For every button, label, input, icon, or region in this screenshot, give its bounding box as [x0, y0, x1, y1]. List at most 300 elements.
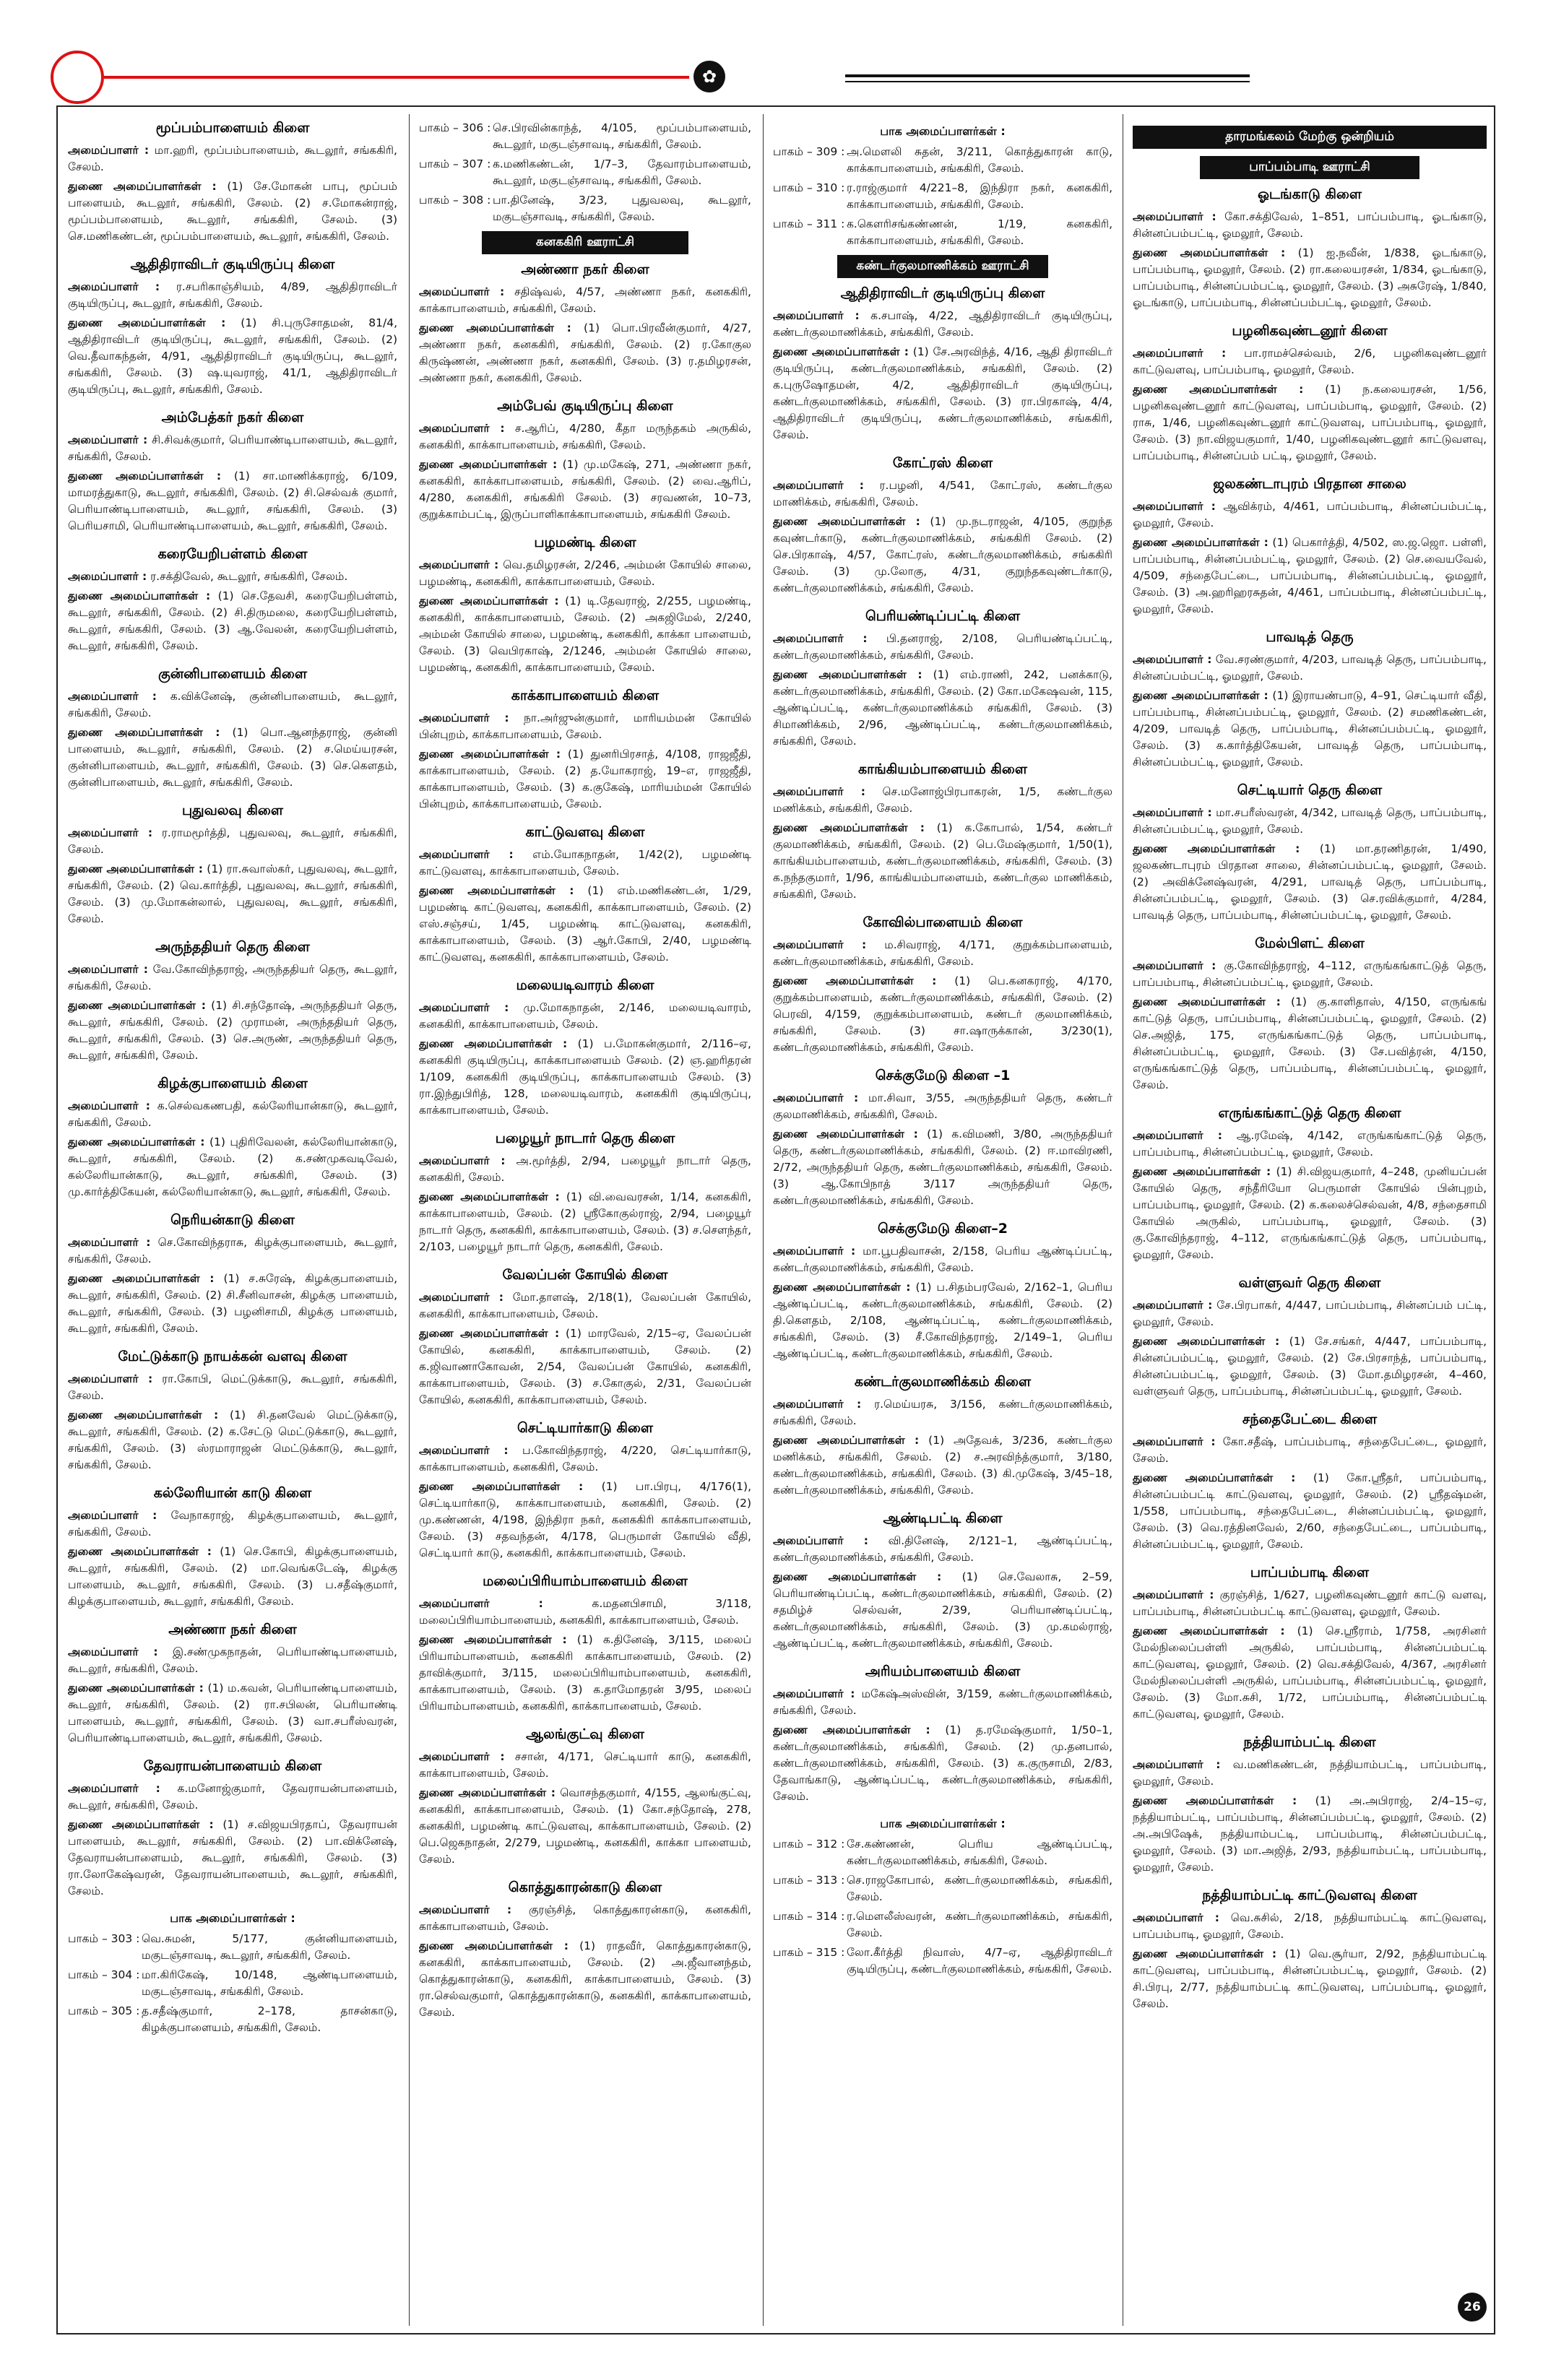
- organiser-label: அமைப்பாளர் :: [773, 309, 860, 322]
- column-1: [68, 120, 397, 2323]
- branch-title: கல்லேரியான் காடு கிளை: [153, 1485, 312, 1501]
- branch-section: [419, 1130, 751, 1255]
- page-frame: [56, 105, 1495, 2334]
- organiser-label: அமைப்பாளர் :: [68, 1099, 150, 1112]
- organiser-entry: [773, 1396, 1112, 1429]
- organiser-detail: செ.கோவிந்தராசு, கிழக்குபாளையம், கூடலூர், சங்ககிரி, சேலம்.: [68, 1236, 397, 1265]
- organiser-entry: [419, 420, 751, 454]
- branch-section: [419, 535, 751, 676]
- organiser-entry: [68, 432, 397, 465]
- organiser-detail: வேநாகராஜ், கிழக்குபாளையம், கூடலூர், சங்ககிரி, சேலம்.: [68, 1509, 397, 1539]
- organiser-entry: [68, 279, 397, 312]
- branch-section: [1133, 1105, 1487, 1263]
- booth-number: பாகம் – 313 :: [773, 1874, 845, 1887]
- deputy-organisers-label: துணை அமைப்பாளர்கள் :: [419, 458, 558, 471]
- deputy-organisers-detail: (1) ம.கவன், பெரியாண்டிபாளையம், கூடலூர், சங்ககிரி, சேலம். (2) ரா.சபிலன், பெரியாண்டி பாளையம், கூடலூர், சங்ககிரி, சேலம். (3) வா.சபரீஸ்வரன், பெரியாண்டிபாளையம், கூடலூர், சங்ககிரி, சேலம்.: [68, 1682, 397, 1744]
- deputy-organisers-label: துணை அமைப்பாளர்கள் :: [773, 1570, 942, 1583]
- deputy-organisers-entry: [773, 514, 1112, 597]
- branch-title: அரியம்பாளையம் கிளை: [865, 1663, 1021, 1679]
- organiser-label: அமைப்பாளர் :: [1133, 210, 1216, 223]
- deputy-organisers-entry: [68, 588, 397, 654]
- organiser-entry: [68, 1098, 397, 1131]
- organiser-detail: இ.சண்முகநாதன், பெரியாண்டிபாளையம், கூடலூர், சங்ககிரி, சேலம்.: [68, 1645, 397, 1675]
- deputy-organisers-entry: [773, 1126, 1112, 1209]
- organiser-entry: [1133, 345, 1487, 378]
- booth-organiser-row: [68, 2003, 397, 2036]
- branch-title: நெரியன்காடு கிளை: [170, 1212, 295, 1228]
- booth-organiser-row: [419, 192, 751, 225]
- organiser-entry: [68, 961, 397, 995]
- organiser-detail: சே.பிரபாகர், 4/447, பாப்பம்பாடி, சின்னப்பம் பட்டி, ஓமலூர், சேலம்.: [1133, 1299, 1487, 1328]
- deputy-organisers-detail: (1) க.விமணி, 3/80, அருந்ததியர் தெரு, கண்டர்குலமாணிக்கம், சங்ககிரி, சேலம். (2) ஈ.மாவிரணி, 2/72, அருந்ததியர் தெரு, கண்டர்குலமாணிக்கம், சங்ககிரி, சேலம். (3) ஆ.கோபிநாத் 3/117 அருந்ததியர் தெரு, கண்டர்குலமாணிக்கம், சங்ககிரி, சேலம்.: [773, 1128, 1112, 1207]
- organiser-label: அமைப்பாளர் :: [419, 1001, 509, 1014]
- branch-section: [68, 802, 397, 927]
- deputy-organisers-detail: (1) மு.மகேஷ், 271, அண்ணா நகர், கனககிரி, காக்காபாளையம், சங்ககிரி, சேலம். (2) வை.ஆரிப், 4/280, கனககிரி, சங்ககிரி சேலம். (3) சரவணன், 10–73, குறுக்காம்பட்டி, இருப்பாளிகாக்காபாளையம், சங்ககிரி சேலம்.: [419, 458, 751, 521]
- organiser-label: அமைப்பாளர் :: [68, 1509, 157, 1522]
- deputy-organisers-entry: [419, 1632, 751, 1715]
- organiser-entry: [68, 1371, 397, 1404]
- organiser-detail: க.விக்னேஷ், குன்னிபாளையம், கூடலூர், சங்ககிரி, சேலம்.: [68, 690, 397, 719]
- deputy-organisers-entry: [419, 883, 751, 966]
- organiser-label: அமைப்பாளர் :: [68, 570, 147, 583]
- organiser-label: அமைப்பாளர் :: [68, 963, 148, 976]
- deputy-organisers-label: துணை அமைப்பாளர்கள் :: [1133, 383, 1304, 396]
- organiser-entry: [1133, 1128, 1487, 1161]
- organiser-detail: ர.சபரிகாஞ்சியம், 4/89, ஆதிதிராவிடர் குடியிருப்பு, கூடலூர், சங்ககிரி, சேலம்.: [68, 280, 397, 310]
- branch-title: ஜலகண்டாபுரம் பிரதான சாலை: [1213, 476, 1406, 492]
- deputy-organisers-entry: [419, 1938, 751, 2021]
- branch-title: நத்தியாம்பட்டி காட்டுவளவு கிளை: [1202, 1887, 1417, 1903]
- branch-section: [773, 455, 1112, 597]
- organiser-entry: [68, 1644, 397, 1677]
- branch-title: புதுவலவு கிளை: [181, 802, 284, 818]
- organiser-entry: [1133, 1297, 1487, 1330]
- deputy-organisers-label: துணை அமைப்பாளர்கள் :: [1133, 1471, 1296, 1484]
- organiser-entry: [1133, 1910, 1487, 1943]
- deputy-organisers-entry: [773, 344, 1112, 443]
- organiser-detail: ஆவிக்ரம், 4/461, பாப்பம்பாடி, சின்னப்பம்பட்டி, ஓமலூர், சேலம்.: [1133, 500, 1487, 529]
- organiser-entry: [773, 1686, 1112, 1719]
- deputy-organisers-detail: (1) இராயண்பாடு, 4–91, செட்டியார் வீதி, பாப்பம்பாடி, சின்னப்பம்பட்டி, ஓமலூர், சேலம். (2) சமணிகண்டன், 4/209, பாவடித் தெரு, பாப்பம்பாடி, சின்னப்பம்பட்டி, ஓமலூர், சேலம். (3) க.கார்த்திகேயன், பாவடித் தெரு, பாப்பம்பாடி, சின்னப்பம்பட்டி, ஓமலூர், சேலம்.: [1133, 689, 1487, 769]
- deputy-organisers-detail: (1) புதிரிவேலன், கல்லேரியான்காடு, கூடலூர், சங்ககிரி, சேலம். (2) க.சண்முகவடிவேல், கல்லேரியான்காடு, கூடலூர், சங்ககிரி, சேலம். (3) மு.கார்த்திகேயன், கல்லேரியான்காடு, கூடலூர், சங்ககிரி, சேலம்.: [68, 1135, 397, 1198]
- booth-number: பாகம் – 308 :: [419, 194, 491, 207]
- organiser-entry: [1133, 1587, 1487, 1620]
- organiser-detail: க.சபாஷ், 4/22, ஆதிதிராவிடர் குடியிருப்பு, கண்டர்குலமாணிக்கம், சங்ககிரி, சேலம்.: [773, 309, 1112, 339]
- organiser-detail: ப.கோவிந்தராஜ், 4/220, செட்டியார்காடு, காக்காபாளையம், கனககிரி, சேலம்.: [419, 1444, 751, 1474]
- organiser-entry: [773, 1533, 1112, 1566]
- organiser-entry: [419, 1289, 751, 1323]
- deputy-organisers-detail: (1) சே.சங்கர், 4/447, பாப்பம்பாடி, சின்னப்பம்பட்டி, ஓமலூர், சேலம். (2) சே.பிரசாந்த், பாப்பம்பாடி, சின்னப்பம்பட்டி, ஓமலூர், சேலம். (3) மோ.தமிழரசன், 4–460, வள்ளுவர் தெரு, பாப்பம்பாடி, சின்னப்பம்பட்டி, ஓமலூர், சேலம்.: [1133, 1335, 1487, 1398]
- organiser-entry: [773, 631, 1112, 664]
- booth-number: பாகம் – 303 :: [68, 1932, 140, 1945]
- branch-section: [1133, 1411, 1487, 1553]
- branch-title: ஆதிதிராவிடர் குடியிருப்பு கிளை: [130, 256, 335, 272]
- organiser-label: அமைப்பாளர் :: [1133, 500, 1216, 513]
- deputy-organisers-entry: [1133, 1470, 1487, 1553]
- deputy-organisers-detail: (1) சா.மாணிக்கராஜ், 6/109, மாமரத்துகாடு, கூடலூர், சங்ககிரி, சேலம். (2) சி.செல்வக் குமார், பெரியாண்டிபாளையம், கூடலூர், சங்ககிரி, சேலம். (3) பெரியசாமி, பெரியாண்டிபாளையம், கூடலூர், சங்ககிரி, சேலம்.: [68, 469, 397, 532]
- organiser-entry: [419, 1749, 751, 1782]
- masthead: [0, 0, 1543, 108]
- booth-organiser-row: [419, 120, 751, 153]
- deputy-organisers-entry: [1133, 535, 1487, 618]
- branch-section: [1133, 186, 1487, 311]
- booth-organiser-detail: செ.ராஜகோபால், கண்டர்குலமாணிக்கம், சங்ககிரி, சேலம்.: [847, 1874, 1112, 1903]
- deputy-organisers-entry: [1133, 841, 1487, 924]
- branch-section: [1133, 935, 1487, 1094]
- deputy-organisers-label: துணை அமைப்பாளர்கள் :: [419, 1633, 567, 1646]
- branch-section: [1133, 1887, 1487, 2012]
- booth-organiser-detail: சே.கண்ணன், பெரிய ஆண்டிப்பட்டி, கண்டர்குலமாணிக்கம், சங்ககிரி, சேலம்.: [847, 1838, 1112, 1867]
- organiser-entry: [419, 1442, 751, 1476]
- branch-title: ஆலங்குட்வு கிளை: [526, 1726, 644, 1742]
- organiser-detail: சதிஷ்வல், 4/57, அண்ணா நகர், கனககிரி, காக்காபாளையம், சங்ககிரி, சேலம்.: [419, 285, 751, 315]
- organiser-label: அமைப்பாளர் :: [1133, 1129, 1222, 1142]
- branch-title: மேட்டுக்காடு நாயக்கன் வளவு கிளை: [118, 1349, 347, 1364]
- organiser-label: அமைப்பாளர் :: [419, 285, 505, 298]
- deputy-organisers-label: துணை அமைப்பாளர்கள் :: [773, 1434, 920, 1447]
- column-4: [1133, 120, 1487, 2323]
- organiser-detail: செ.மனோஜ்பிரபாகரன், 1/5, கண்டர்குல மணிக்கம், சங்ககிரி, சேலம்.: [773, 785, 1112, 815]
- branch-section: [1133, 476, 1487, 618]
- branch-title: செட்டியார்காடு கிளை: [517, 1420, 654, 1436]
- branch-section: [68, 256, 397, 398]
- deputy-organisers-label: துணை அமைப்பாளர்கள் :: [773, 1128, 918, 1141]
- booth-number: பாகம் – 312 :: [773, 1838, 845, 1851]
- organiser-detail: க.செல்வகணபதி, கல்லேரியான்காடு, கூடலூர், சங்ககிரி, சேலம்.: [68, 1099, 397, 1129]
- deputy-organisers-label: துணை அமைப்பாளர்கள் :: [1133, 842, 1300, 855]
- organiser-detail: ச.ஆரிப், 4/280, கீதா மருந்தகம் அருகில், கனககிரி, காக்காபாளையம், சங்ககிரி, சேலம்.: [419, 422, 751, 451]
- booth-organiser-row: [68, 1967, 397, 2000]
- organiser-entry: [773, 308, 1112, 341]
- organiser-detail: கோ.சதீஷ், பாப்பம்பாடி, சந்தைபேட்டை, ஓமலூர், சேலம்.: [1133, 1435, 1487, 1465]
- booth-number: பாகம் – 315 :: [773, 1946, 845, 1959]
- deputy-organisers-detail: (1) வெ.சூர்யா, 2/92, நத்தியாம்பட்டி காட்டுவளவு, பாப்பம்பாடி, சின்னப்பம்பட்டி, ஓமலூர், சேலம். (2) சி.பிரபு, 2/77, நத்தியாம்பட்டி காட்டுவளவு, பாப்பம்பாடி, ஓமலூர், சேலம்.: [1133, 1947, 1487, 2010]
- deputy-organisers-label: துணை அமைப்பாளர்கள் :: [419, 1786, 556, 1799]
- branch-title: மலையடிவாரம் கிளை: [516, 977, 654, 993]
- booth-organiser-row: [773, 144, 1112, 177]
- branch-title: பெரியண்டிப்பட்டி கிளை: [865, 608, 1021, 624]
- organiser-detail: அ.மூர்த்தி, 2/94, பழையூர் நாடார் தெரு, கனககிரி, சேலம்.: [419, 1154, 751, 1184]
- organiser-label: அமைப்பாளர் :: [773, 1245, 856, 1258]
- branch-title: பழனிகவுண்டனூர் கிளை: [1232, 323, 1388, 339]
- booth-organiser-detail: வெ.சுமன், 5/177, குன்னியாளையம், மகுடஞ்சாவடி, கூடலூர், சங்ககிரி, சேலம்.: [142, 1932, 397, 1962]
- organiser-entry: [68, 1507, 397, 1541]
- branch-section: [68, 1758, 397, 1900]
- deputy-organisers-label: துணை அமைப்பாளர்கள் :: [1133, 536, 1268, 549]
- deputy-organisers-detail: (1) மா.தரணிதரன், 1/490, ஜலகண்டாபுரம் பிரதான சாலை, சின்னப்பம்பட்டி, ஓமலூர், சேலம். (2) அவிக்னேஷ்வரன், 4/291, பாவடித் தெரு, பாப்பம்பாடி, சின்னப்பம்பட்டி, ஓமலூர், சேலம். (3) செ.ரவிக்குமார், 4/284, பாவடித் தெரு, பாப்பம்பாடி, சின்னப்பம்பட்டி, ஓமலூர், சேலம்.: [1133, 842, 1487, 922]
- booth-number: பாகம் – 305 :: [68, 2004, 140, 2017]
- deputy-organisers-entry: [68, 1271, 397, 1337]
- booth-organisers-heading: பாக அமைப்பாளர்கள் :: [880, 124, 1006, 138]
- organiser-entry: [1133, 805, 1487, 838]
- organiser-entry: [419, 1902, 751, 1935]
- organiser-detail: ஆ.ரமேஷ், 4/142, எருங்கங்காட்டுத் தெரு, பாப்பம்பாடி, சின்னப்பம்பட்டி, ஓமலூர், சேலம்.: [1133, 1129, 1487, 1159]
- deputy-organisers-detail: (1) பொ.பிரவீன்குமார், 4/27, அண்ணா நகர், கனககிரி, சங்ககிரி, சேலம். (2) ர.கோகுல கிருஷ்ணன், அண்ணா நகர், கனககிரி, சேலம். (3) ர.தமிழரசன், அண்ணா நகர், கனககிரி, சேலம்.: [419, 321, 751, 384]
- deputy-organisers-detail: (1) பெ.கனகராஜ், 4/170, குறுக்கம்பாளையம், கண்டர்குலமாணிக்கம், சங்ககிரி, சேலம். (2) பெரவி, 4/159, குறுக்கம்பாளையம், கண்டர் குலமாணிக்கம், சங்ககிரி, சேலம். (3) சா.ஷாருக்கான், 3/230(1), கண்டர்குலமாணிக்கம், சங்ககிரி, சேலம்.: [773, 974, 1112, 1054]
- booth-organiser-row: [773, 1872, 1112, 1905]
- branch-section: [68, 1622, 397, 1747]
- branch-title: அருந்ததியர் தெரு கிளை: [155, 939, 310, 955]
- deputy-organisers-label: துணை அமைப்பாளர்கள் :: [1133, 995, 1281, 1008]
- branch-title: காங்கியம்பாளையம் கிளை: [858, 761, 1027, 777]
- organiser-label: அமைப்பாளர் :: [419, 1291, 503, 1304]
- deputy-organisers-entry: [419, 1325, 751, 1408]
- organiser-label: அமைப்பாளர் :: [419, 1750, 505, 1763]
- deputy-organisers-entry: [419, 1189, 751, 1255]
- organiser-entry: [419, 1596, 751, 1629]
- deputy-organisers-label: துணை அமைப்பாளர்கள் :: [68, 180, 217, 193]
- branch-section: [419, 1267, 751, 1408]
- booth-number: பாகம் – 306 :: [419, 121, 491, 134]
- branch-section: [68, 939, 397, 1064]
- deputy-organisers-entry: [1133, 1164, 1487, 1263]
- deputy-organisers-entry: [419, 1785, 751, 1868]
- deputy-organisers-label: துணை அமைப்பாளர்கள் :: [1133, 689, 1268, 702]
- branch-title: செக்குமேடு கிளை–2: [878, 1221, 1008, 1237]
- organiser-detail: பா.ராமச்செல்வம், 2/6, பழனிகவுண்டனூர் காட்டுவளவு, பாப்பம்பாடி, ஓமலூர், சேலம்.: [1133, 347, 1487, 376]
- organiser-detail: வே.கோவிந்தராஜ், அருந்ததியர் தெரு, கூடலூர், சங்ககிரி, சேலம்.: [68, 963, 397, 992]
- deputy-organisers-entry: [68, 178, 397, 245]
- organiser-detail: குரஞ்சித், கொத்துகாரன்காடு, கனககிரி, காக்காபாளையம், சேலம்.: [419, 1903, 751, 1933]
- branch-title: ஓடங்காடு கிளை: [1257, 186, 1362, 202]
- organiser-label: அமைப்பாளர் :: [1133, 1299, 1213, 1312]
- deputy-organisers-detail: (1) செ.வேலாசு, 2–59, பெரியாண்டிப்பட்டி, கண்டர்குலமாணிக்கம், சங்ககிரி, சேலம். (2) சதமிழ்ச் செல்வன், 2/39, பெரியாண்டிப்பட்டி, கண்டர்குலமாணிக்கம், சங்ககிரி, சேலம். (3) மு.கமல்ராஜ், ஆண்டிப்பட்டி, கண்டர்குலமாணிக்கம், சங்ககிரி, சேலம்.: [773, 1570, 1112, 1650]
- deputy-organisers-entry: [773, 1279, 1112, 1362]
- branch-section: [773, 285, 1112, 443]
- deputy-organisers-entry: [1133, 1946, 1487, 2012]
- deputy-organisers-entry: [419, 320, 751, 386]
- deputy-organisers-label: துணை அமைப்பாளர்கள் :: [1133, 246, 1286, 259]
- deputy-organisers-label: துணை அமைப்பாளர்கள் :: [773, 515, 920, 528]
- organiser-label: அமைப்பாளர் :: [68, 826, 153, 839]
- organiser-label: அமைப்பாளர் :: [1133, 1435, 1216, 1448]
- masthead-rule-left: [104, 76, 689, 79]
- organiser-entry: [773, 477, 1112, 511]
- branch-section: [419, 688, 751, 813]
- deputy-organisers-detail: (1) ச.விஜயபிரதாப், தேவராயன் பாளையம், கூடலூர், சங்ககிரி, சேலம். (2) பா.விக்னேஷ், தேவராயன்பாளையம், கூடலூர், சங்ககிரி, சேலம். (3) ரா.லோகேஷ்வரன், தேவராயன்பாளையம், கூடலூர், சங்ககிரி, சேலம்.: [68, 1818, 397, 1897]
- branch-title: கரையேறிபள்ளம் கிளை: [157, 546, 308, 562]
- booth-organiser-detail: ர.ராஜ்குமார் 4/221–8, இந்திரா நகர், கனககிரி, காக்காபாளையம், சங்ககிரி, சேலம்.: [847, 181, 1112, 211]
- organiser-label: அமைப்பாளர் :: [68, 1372, 153, 1385]
- deputy-organisers-label: துணை அமைப்பாளர்கள் :: [419, 748, 561, 761]
- booth-organiser-row: [773, 216, 1112, 249]
- deputy-organisers-label: துணை அமைப்பாளர்கள் :: [419, 1939, 569, 1952]
- deputy-organisers-label: துணை அமைப்பாளர்கள் :: [68, 1272, 215, 1285]
- branch-title: சந்தைபேட்டை கிளை: [1242, 1411, 1378, 1427]
- branch-section: [419, 977, 751, 1119]
- branch-title: அண்ணா நகர் கிளை: [168, 1622, 297, 1637]
- deputy-organisers-label: துணை அமைப்பாளர்கள் :: [68, 1818, 214, 1831]
- branch-title: குன்னிபாளையம் கிளை: [157, 666, 307, 682]
- branch-title: அம்பேவ் குடியிருப்பு கிளை: [497, 398, 673, 414]
- organiser-detail: ம.சிவராஜ், 4/171, குறுக்கம்பாளையம், கண்டர்குலமாணிக்கம், சங்ககிரி, சேலம்.: [773, 938, 1112, 968]
- branch-title: அம்பேத்கர் நகர் கிளை: [161, 410, 304, 425]
- branch-section: [773, 1374, 1112, 1499]
- deputy-organisers-entry: [419, 593, 751, 676]
- organiser-entry: [419, 557, 751, 590]
- organiser-entry: [1133, 209, 1487, 242]
- branch-title: வள்ளுவர் தெரு கிளை: [1238, 1275, 1381, 1291]
- branch-section: [68, 1485, 397, 1610]
- deputy-organisers-detail: (1) மாரவேல், 2/15–ஏ, வேலப்பன் கோயில், கனககிரி, காக்காபாளையம், சேலம். (2) க.ஜிவாணாகோவன், 2/54, வேலப்பன் கோயில், கனககிரி, காக்காபாளையம், சேலம். (3) ச.கோகுல், 2/31, வேலப்பன் கோயில், கனககிரி, காக்காபாளையம், சேலம்.: [419, 1327, 751, 1406]
- deputy-organisers-detail: (1) டி.தேவராஜ், 2/255, பழமண்டி, கனககிரி, காக்காபாளையம், சேலம். (2) அகஜிமேல், 2/240, அம்மன் கோயில் சாலை, பழமண்டி, கனககிரி, காக்கா பாளையம், சேலம். (3) வெபிரகாஷ், 2/1246, அம்மன் கோயில் சாலை, பழமண்டி, கனககிரி, காக்காபாளையம், சேலம்.: [419, 594, 751, 674]
- page-number-badge: 26: [1458, 2293, 1487, 2321]
- booth-organiser-row: [773, 1944, 1112, 1978]
- organiser-detail: வி.தினேஷ், 2/121–1, ஆண்டிப்பட்டி, கண்டர்குலமாணிக்கம், சங்ககிரி, சேலம்.: [773, 1534, 1112, 1564]
- branch-title: செக்குமேடு கிளை –1: [875, 1068, 1011, 1083]
- deputy-organisers-detail: (1) சே.மோகன் பாபு, மூப்பம் பாளையம், கூடலூர், சங்ககிரி, சேலம். (2) ச.மோகன்ராஜ், மூப்பம்பாளையம், கூடலூர், சங்ககிரி, சேலம். (3) செ.மணிகண்டன், மூப்பம்பாளையம், கூடலூர், சங்ககிரி, சேலம்.: [68, 180, 397, 243]
- organiser-detail: ர.ராமமூர்த்தி, புதுவலவு, கூடலூர், சங்ககிரி, சேலம்.: [68, 826, 397, 856]
- branch-title: ஆதிதிராவிடர் குடியிருப்பு கிளை: [840, 285, 1045, 301]
- organiser-label: அமைப்பாளர் :: [773, 1534, 868, 1547]
- deputy-organisers-entry: [68, 1544, 397, 1610]
- booth-number: பாகம் – 310 :: [773, 181, 845, 194]
- booth-number: பாகம் – 307 :: [419, 157, 491, 170]
- branch-section: [773, 1221, 1112, 1362]
- branch-title: மூப்பம்பாளையம் கிளை: [155, 120, 310, 136]
- organiser-detail: பி.தனராஜ், 2/108, பெரியண்டிப்பட்டி, கண்டர்குலமாணிக்கம், சங்ககிரி, சேலம்.: [773, 632, 1112, 662]
- masthead-rule-right: [845, 74, 1250, 77]
- organiser-detail: வே.சரண்குமார், 4/203, பாவடித் தெரு, பாப்பம்பாடி, சின்னப்பம்பட்டி, ஓமலூர், சேலம்.: [1133, 653, 1487, 683]
- organiser-detail: சசான், 4/171, செட்டியார் காடு, கனககிரி, காக்காபாளையம், சேலம்.: [419, 1750, 751, 1780]
- organiser-entry: [68, 825, 397, 858]
- deputy-organisers-entry: [68, 724, 397, 791]
- branch-title: எருங்கங்காட்டுத் தெரு கிளை: [1218, 1105, 1401, 1121]
- organiser-label: அமைப்பாளர் :: [419, 1903, 512, 1916]
- organiser-detail: கோ.சக்திவேல், 1–851, பாப்பம்பாடி, ஓடங்காடு, சின்னப்பம்பட்டி, ஓமலூர், சேலம்.: [1133, 210, 1487, 240]
- branch-title: கண்டர்குலமாணிக்கம் கிளை: [854, 1374, 1032, 1390]
- deputy-organisers-label: துணை அமைப்பாளர்கள் :: [68, 1408, 219, 1421]
- deputy-organisers-entry: [68, 315, 397, 398]
- deputy-organisers-detail: (1) எம்.ராணி, 242, பனக்காடு, கண்டர்குலமாணிக்கம், சங்ககிரி, சேலம். (2) கோ.மகேஷவன், 115, ஆண்டிப்பட்டி, கண்டர்குலமாணிக்கம் சங்ககிரி, சேலம். (3) சிமாணிக்கம், 2/96, ஆண்டிப்பட்டி, கண்டர்குலமாணிக்கம், சங்ககிரி, சேலம்.: [773, 668, 1112, 748]
- deputy-organisers-detail: (1) த.ரமேஷ்குமார், 1/50–1, கண்டர்குலமாணிக்கம், சங்ககிரி, சேலம். (2) மு.தனபால், கண்டர்குலமாணிக்கம், சங்ககிரி, சேலம். (3) க.குருசாமி, 2/83, தேவாங்காடு, ஆண்டிப்பட்டி, கண்டர்குலமாணிக்கம், சங்ககிரி, சேலம்.: [773, 1723, 1112, 1803]
- organiser-entry: [1133, 1434, 1487, 1467]
- organiser-label: அமைப்பாளர் :: [68, 280, 160, 293]
- deputy-organisers-detail: (1) சி.தனவேல் மெட்டுக்காடு, கூடலூர், சங்ககிரி, சேலம். (2) க.சேட்டு மெட்டுக்காடு, கூடலூர், சங்ககிரி, சேலம். (3) ஸ்ரமாராஜன் மெட்டுக்காடு, கூடலூர், சங்ககிரி, சேலம்.: [68, 1408, 397, 1471]
- deputy-organisers-entry: [68, 1817, 397, 1900]
- branch-section: [68, 666, 397, 791]
- deputy-organisers-detail: (1) பொ.ஆனந்தராஜ், குன்னி பாளையம், கூடலூர், சங்ககிரி, சேலம். (2) ச.மெய்யரசன், குன்னிபாளையம், கூடலூர், சங்ககிரி, சேலம். (3) செ.கௌதம், குன்னிபாளையம், கூடலூர், சங்ககிரி, சேலம்.: [68, 726, 397, 789]
- branch-section: [419, 1726, 751, 1868]
- organiser-detail: மா.பூபதிவாசன், 2/158, பெரிய ஆண்டிப்பட்டி, கண்டர்குலமாணிக்கம், சங்ககிரி, சேலம்.: [773, 1245, 1112, 1274]
- masthead-rule-right-thin: [845, 81, 1250, 82]
- deputy-organisers-detail: (1) பெகார்த்தி, 4/502, ஸ.ஜ.ஜொ. பள்ளி, பாப்பம்பாடி, சின்னப்பம்பட்டி, ஓமலூர், சேலம். (2) செ.வையவேல், 4/509, சந்தைபேட்டை, பாப்பம்பாடி, சின்னப்பம்பட்டி, ஓமலூர், சேலம். (3) அ.ஹரிஹரசுதன், 4/461, பாப்பம்பாடி, சின்னப்பம்பட்டி, ஓமலூர், சேலம்.: [1133, 536, 1487, 615]
- deputy-organisers-label: துணை அமைப்பாளர்கள் :: [68, 1135, 205, 1148]
- organiser-detail: ர.மெய்யரசு, 3/156, கண்டர்குலமாணிக்கம், சங்ககிரி, சேலம்.: [773, 1398, 1112, 1427]
- branch-section: [419, 824, 751, 966]
- deputy-organisers-label: துணை அமைப்பாளர்கள் :: [773, 821, 925, 834]
- branch-title: செட்டியார் தெரு கிளை: [1237, 782, 1383, 798]
- deputy-organisers-detail: (1) எம்.மணிகண்டன், 1/29, பழமண்டி காட்டுவளவு, கனககிரி, காக்காபாளையம், சேலம். (2) எஸ்.சஞ்சய், 1/45, பழமண்டி காட்டுவளவு, கனககிரி, காக்காபாளையம், சேலம். (3) ஆர்.கோபி, 2/40, பழமண்டி காட்டுவளவு, கனககிரி, காக்காபாளையம், சேலம்.: [419, 884, 751, 964]
- organiser-detail: மகேஷ்அஸ்வின், 3/159, கண்டர்குலமாணிக்கம், சங்ககிரி, சேலம்.: [773, 1687, 1112, 1717]
- branch-title: கோவில்பாளையம் கிளை: [863, 914, 1023, 930]
- deputy-organisers-label: துணை அமைப்பாளர்கள் :: [419, 1037, 568, 1050]
- branch-section: [419, 261, 751, 386]
- panchayat-heading: பாப்பம்பாடி ஊராட்சி: [1200, 156, 1419, 179]
- organiser-label: அமைப்பாளர் :: [419, 1154, 506, 1167]
- branch-title: அண்ணா நகர் கிளை: [521, 261, 649, 277]
- organiser-detail: வ.மணிகண்டன், நத்தியாம்பட்டி, பாப்பம்பாடி, ஓமலூர், சேலம்.: [1133, 1758, 1487, 1788]
- deputy-organisers-entry: [419, 746, 751, 813]
- branch-section: [419, 1573, 751, 1715]
- organiser-detail: ர.சக்திவேல், கூடலூர், சங்ககிரி, சேலம்.: [150, 570, 348, 583]
- organiser-entry: [419, 847, 751, 880]
- branch-section: [1133, 782, 1487, 924]
- deputy-organisers-label: துணை அமைப்பாளர்கள் :: [419, 321, 571, 334]
- deputy-organisers-label: துணை அமைப்பாளர்கள் :: [68, 469, 222, 483]
- organiser-entry: [68, 142, 397, 176]
- deputy-organisers-detail: (1) கோ.ஸ்ரீதர், பாப்பம்பாடி, சின்னப்பம்பட்டி காட்டுவளவு, ஓமலூர், சேலம். (2) ஸ்ரீதஷ்மன், 1/558, பாப்பம்பாடி, சந்தைபேட்டை, சின்னப்பம்பட்டி, ஓமலூர், சேலம். (3) வெ.ரத்தினவேல், 2/60, சந்தைபேட்டை, பாப்பம்பாடி, சின்னப்பம்பட்டி, ஓமலூர், சேலம்.: [1133, 1471, 1487, 1551]
- deputy-organisers-entry: [68, 1680, 397, 1747]
- branch-section: [773, 914, 1112, 1056]
- branch-section: [773, 1068, 1112, 1209]
- deputy-organisers-label: துணை அமைப்பாளர்கள் :: [773, 974, 937, 987]
- branch-section: [773, 1663, 1112, 1805]
- organiser-label: அமைப்பாளர் :: [68, 433, 148, 446]
- deputy-organisers-detail: (1) பா.பிரபு, 4/176(1), செட்டியார்காடு, காக்காபாளையம், கனககிரி, சேலம். (2) மு.கண்ணன், 4/198, இந்திரா நகர், கனககிரி காக்காபாளையம், சேலம். (3) சதவந்தன், 4/178, பெருமாள் கோயில் வீதி, செட்டியார் காடு, கனககிரி, காக்காபாளையம், சேலம்.: [419, 1480, 751, 1559]
- deputy-organisers-label: துணை அமைப்பாளர்கள் :: [68, 316, 226, 329]
- deputy-organisers-entry: [68, 861, 397, 927]
- organiser-label: அமைப்பாளர் :: [773, 479, 864, 492]
- deputy-organisers-detail: (1) செ.தேவசி, கரையேறிபள்ளம், கூடலூர், சங்ககிரி, சேலம். (2) சி.திருமலை, கரையேறிபள்ளம், கூடலூர், சங்ககிரி, சேலம். (3) ஆ.வேலன், கரையேறிபள்ளம், கூடலூர், சங்ககிரி, சேலம்.: [68, 589, 397, 652]
- deputy-organisers-label: துணை அமைப்பாளர்கள் :: [68, 1682, 204, 1695]
- column-2: [419, 120, 751, 2323]
- organiser-label: அமைப்பாளர் :: [1133, 1911, 1219, 1924]
- organiser-entry: [68, 688, 397, 722]
- deputy-organisers-detail: (1) க.கோபால், 1/54, கண்டர் குலமாணிக்கம், சங்ககிரி, சேலம். (2) பெ.மேஷ்குமார், 1/50(1), காங்கியம்பாளையம், கண்டர்குலமாணிக்கம், சங்ககிரி, சேலம். (3) க.நந்தகுமார், 1/96, காங்கியம்பாளையம், கண்டர்குல மாணிக்கம், சங்ககிரி, சேலம்.: [773, 821, 1112, 901]
- branch-section: [68, 546, 397, 654]
- branch-section: [68, 120, 397, 245]
- branch-title: பாப்பம்பாடி கிளை: [1250, 1565, 1370, 1580]
- organiser-label: அமைப்பாளர் :: [419, 422, 505, 435]
- branch-section: [68, 1349, 397, 1474]
- deputy-organisers-label: துணை அமைப்பாளர்கள் :: [68, 862, 204, 875]
- deputy-organisers-detail: (1) ரா.சுவாஸ்கர், புதுவலவு, கூடலூர், சங்ககிரி, சேலம். (2) வெ.கார்த்தி, புதுவலவு, கூடலூர், சங்ககிரி, சேலம். (3) மு.மோகன்லால், புதுவலவு, கூடலூர், சங்ககிரி, சேலம்.: [68, 862, 397, 925]
- branch-title: காட்டுவளவு கிளை: [525, 824, 645, 840]
- branch-section: [68, 1076, 397, 1200]
- deputy-organisers-entry: [419, 456, 751, 523]
- booth-organisers-heading: பாக அமைப்பாளர்கள் :: [880, 1817, 1006, 1830]
- branch-section: [68, 410, 397, 535]
- booth-organiser-detail: செ.பிரவின்காந்த், 4/105, மூப்பம்பாளையம், கூடலூர், மகுடஞ்சாவடி, சங்ககிரி, சேலம்.: [493, 121, 751, 151]
- branch-title: காக்காபாளையம் கிளை: [511, 688, 660, 704]
- branch-section: [773, 608, 1112, 750]
- organiser-entry: [68, 1234, 397, 1268]
- deputy-organisers-label: துணை அமைப்பாளர்கள் :: [419, 1480, 584, 1493]
- organiser-entry: [68, 568, 397, 585]
- deputy-organisers-label: துணை அமைப்பாளர்கள் :: [773, 345, 909, 358]
- deputy-organisers-label: துணை அமைப்பாளர்கள் :: [1133, 1794, 1297, 1807]
- deputy-organisers-entry: [773, 1722, 1112, 1805]
- deputy-organisers-detail: (1) க.தினேஷ், 3/115, மலைப் பிரியாம்பாளையம், கனககிரி காக்காபாளையம், சேலம். (2) தாவிக்குமார், 3/115, மலைப்பிரியாம்பாளையம், கனககிரி, காக்காபாளையம், சேலம். (3) க.தாமோதரன் 3/95, மலைப் பிரியாம்பாளையம், கனககிரி, காக்காபாளையம், சேலம்.: [419, 1633, 751, 1713]
- organiser-entry: [1133, 958, 1487, 991]
- masthead-circle-ornament: [51, 51, 104, 104]
- branch-section: [1133, 1734, 1487, 1876]
- deputy-organisers-label: துணை அமைப்பாளர்கள் :: [419, 594, 559, 607]
- deputy-organisers-label: துணை அமைப்பாளர்கள் :: [1133, 1165, 1271, 1178]
- booth-number: பாகம் – 304 :: [68, 1968, 140, 1981]
- deputy-organisers-detail: (1) சே.அரவிந்த், 4/16, ஆதி திராவிடர் குடியிருப்பு, கண்டர்குலமாணிக்கம், சங்ககிரி, சேலம். (2) க.புருஷோதமன், 4/2, ஆதிதிராவிடர் குடியிருப்பு, கண்டர்குலமாணிக்கம், சங்ககிரி, சேலம். (3) ரா.பிரகாஷ், 4/4, ஆதிதிராவிடர் குடியிருப்பு, கண்டர்குலமாணிக்கம், சங்ககிரி, சேலம்.: [773, 345, 1112, 441]
- column-3: [773, 120, 1112, 2323]
- deputy-organisers-label: துணை அமைப்பாளர்கள் :: [1133, 1947, 1277, 1960]
- branch-title: கொத்துகாரன்காடு கிளை: [508, 1879, 662, 1895]
- organiser-detail: மா.சபரீஸ்வரன், 4/342, பாவடித் தெரு, பாப்பம்பாடி, சின்னப்பம்பட்டி, ஓமலூர், சேலம்.: [1133, 806, 1487, 836]
- organiser-label: அமைப்பாளர் :: [1133, 653, 1212, 666]
- branch-title: பழையூர் நாடார் தெரு கிளை: [495, 1130, 675, 1146]
- organiser-detail: க.மதனபிசாமி, 3/118, மலைப்பிரியாம்பாளையம், கனககிரி, காக்காபாளையம், சேலம்.: [419, 1597, 751, 1627]
- organiser-detail: மு.மோகநாதன், 2/146, மலையடிவாரம், கனககிரி, காக்காபாளையம், சேலம்.: [419, 1001, 751, 1031]
- booth-organiser-detail: மா.கிரிகேஷ், 10/148, ஆண்டிபாளையம், மகுடஞ்சாவடி, சங்ககிரி, சேலம்.: [142, 1968, 397, 1998]
